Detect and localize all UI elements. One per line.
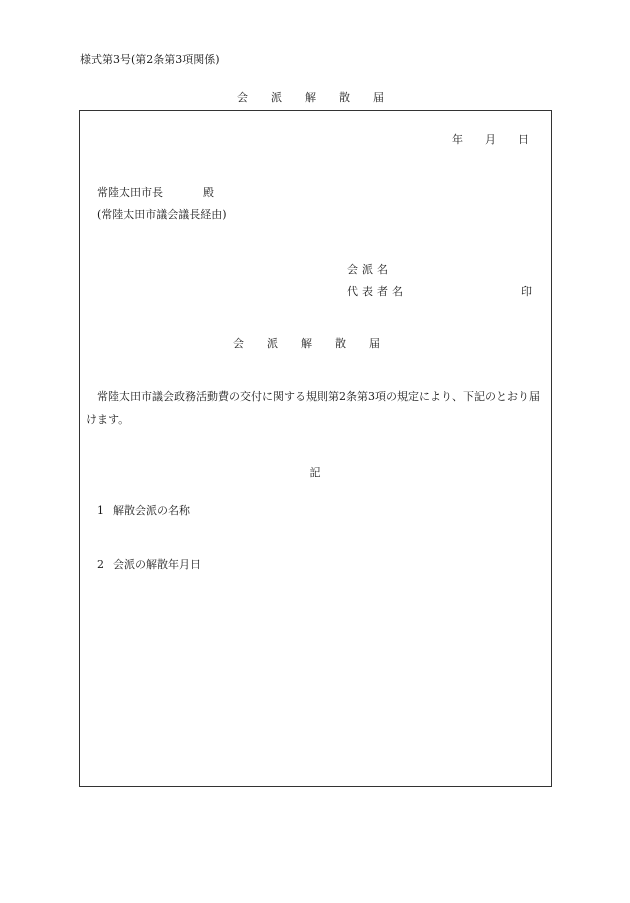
honorific: 殿 (203, 186, 214, 199)
ki-heading: 記 (309, 466, 321, 479)
representative-label: 代表者名 (347, 285, 407, 298)
addressee (97, 184, 214, 200)
list-item (97, 556, 201, 572)
date-day: 日 (518, 133, 529, 146)
faction-name-label: 会派名 (347, 263, 392, 276)
addressee-name: 常陸太田市長 (97, 186, 163, 199)
item-number: 1 (97, 504, 104, 517)
document-title: 会派解散届 (237, 91, 407, 104)
list-item (97, 502, 190, 518)
item-number: 2 (97, 558, 104, 571)
body-paragraph: 常陸太田市議会政務活動費の交付に関する規則第2条第3項の規定により、下記のとおり届けます。 (86, 390, 540, 426)
item-label: 解散会派の名称 (113, 504, 190, 517)
item-label: 会派の解散年月日 (113, 558, 201, 571)
seal-mark: 印 (521, 285, 532, 298)
date-year: 年 (452, 133, 463, 146)
form-heading: 会派解散届 (233, 337, 403, 350)
date-line (452, 131, 529, 147)
date-month: 月 (485, 133, 496, 146)
via-line: (常陸太田市議会議長経由) (97, 208, 227, 221)
form-number: 様式第3号(第2条第3項関係) (80, 53, 220, 66)
